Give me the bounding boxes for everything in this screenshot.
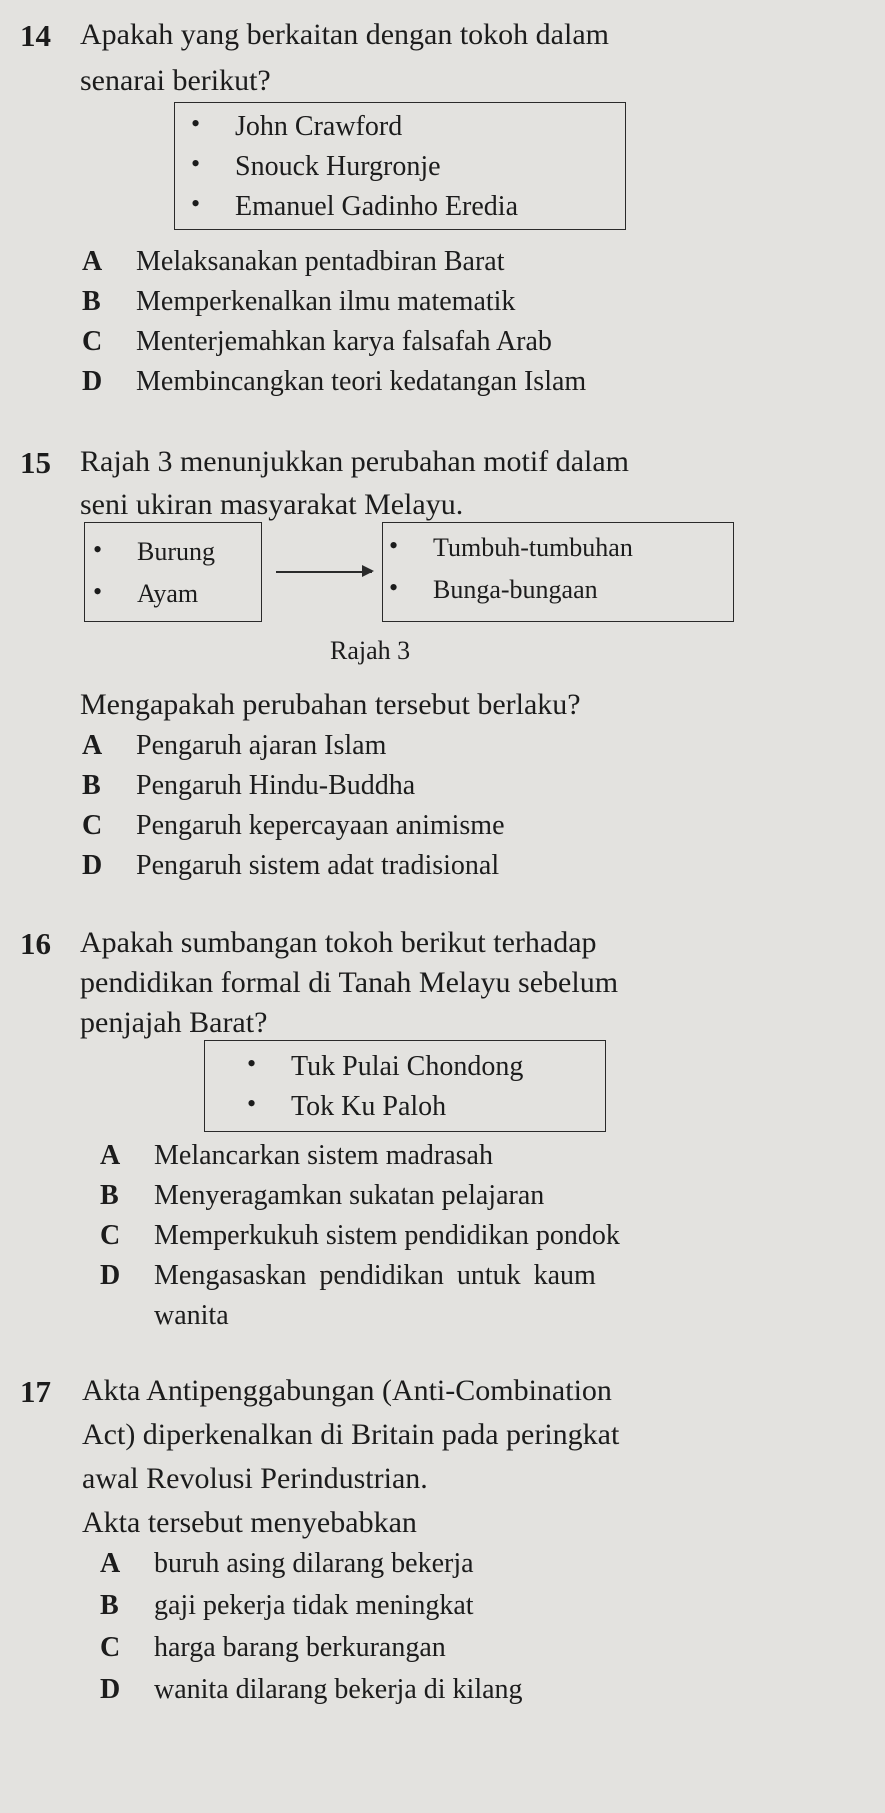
option-letter: A: [100, 1140, 121, 1171]
box-item: • Bunga-bungaan: [433, 575, 598, 605]
question-number: 16: [20, 926, 51, 961]
motif-after-box: [382, 522, 734, 622]
option-letter: D: [100, 1674, 121, 1705]
option-letter: D: [82, 850, 103, 881]
option-c[interactable]: [82, 326, 552, 358]
option-b[interactable]: [82, 770, 415, 802]
option-text: Membincangkan teori kedatangan Islam: [136, 366, 587, 397]
names-box: [174, 102, 626, 230]
question-stem-line: Rajah 3 menunjukkan perubahan motif dalam: [80, 445, 630, 478]
option-text: Pengaruh kepercayaan animisme: [136, 810, 505, 841]
option-text: Menterjemahkan karya falsafah Arab: [136, 326, 552, 357]
option-letter: B: [100, 1590, 119, 1621]
option-letter: A: [100, 1548, 121, 1579]
option-a[interactable]: [82, 730, 386, 762]
box-item: • Emanuel Gadinho Eredia: [235, 191, 518, 223]
option-text: wanita dilarang bekerja di kilang: [154, 1674, 523, 1705]
question-stem-line: Akta Antipenggabungan (Anti-Combination: [82, 1374, 612, 1407]
option-letter: B: [82, 770, 101, 801]
right-arrow-icon: [276, 571, 372, 573]
option-letter: C: [100, 1632, 121, 1663]
option-d[interactable]: [100, 1260, 596, 1292]
question-stem-line: Akta tersebut menyebabkan: [82, 1506, 417, 1539]
option-text: Melaksanakan pentadbiran Barat: [136, 246, 505, 277]
question-stem-line: pendidikan formal di Tanah Melayu sebelum: [80, 966, 619, 999]
option-text: harga barang berkurangan: [154, 1632, 446, 1663]
option-d[interactable]: [82, 850, 499, 882]
figure-caption: Rajah 3: [330, 636, 411, 665]
option-letter: C: [82, 326, 103, 357]
question-stem-line: penjajah Barat?: [80, 1006, 268, 1039]
option-letter: C: [100, 1220, 121, 1251]
option-letter: B: [100, 1180, 119, 1211]
box-item: • Tok Ku Paloh: [291, 1091, 446, 1123]
question-stem-line: seni ukiran masyarakat Melayu.: [80, 488, 464, 521]
option-b[interactable]: [82, 286, 515, 318]
option-b[interactable]: [100, 1180, 544, 1212]
option-text: Pengaruh Hindu-Buddha: [136, 770, 416, 801]
box-item: • Snouck Hurgronje: [235, 151, 441, 183]
question-stem-line: senarai berikut?: [80, 64, 271, 97]
box-item: • Tuk Pulai Chondong: [291, 1051, 523, 1083]
option-letter: C: [82, 810, 103, 841]
option-d[interactable]: [100, 1674, 523, 1706]
option-a[interactable]: [100, 1548, 474, 1580]
option-a[interactable]: [100, 1140, 493, 1172]
option-text: Pengaruh sistem adat tradisional: [136, 850, 500, 881]
option-letter: B: [82, 286, 101, 317]
option-text: Memperkukuh sistem pendidikan pondok: [154, 1220, 620, 1251]
question-number: 15: [20, 445, 51, 480]
option-text: Mengasaskan pendidikan untuk kaum: [154, 1260, 596, 1291]
option-letter: D: [82, 366, 103, 397]
question-number: 17: [20, 1374, 51, 1409]
figures-box: [204, 1040, 606, 1132]
box-item: • Ayam: [137, 579, 198, 609]
question-text: Mengapakah perubahan tersebut berlaku?: [80, 688, 581, 721]
box-item: • John Crawford: [235, 111, 402, 143]
option-text: Pengaruh ajaran Islam: [136, 730, 387, 761]
option-c[interactable]: [82, 810, 505, 842]
option-text: Melancarkan sistem madrasah: [154, 1140, 493, 1171]
option-text: gaji pekerja tidak meningkat: [154, 1590, 474, 1621]
option-letter: D: [100, 1260, 121, 1291]
motif-before-box: [84, 522, 262, 622]
option-letter: A: [82, 730, 103, 761]
option-text: Menyeragamkan sukatan pelajaran: [154, 1180, 545, 1211]
question-stem-line: awal Revolusi Perindustrian.: [82, 1462, 428, 1495]
option-a[interactable]: [82, 246, 505, 278]
option-d-continuation: wanita: [154, 1300, 229, 1331]
box-item: • Tumbuh-tumbuhan: [433, 533, 633, 563]
question-stem-line: Apakah yang berkaitan dengan tokoh dalam: [80, 18, 609, 51]
option-d[interactable]: [82, 366, 586, 398]
option-c[interactable]: [100, 1220, 620, 1252]
question-stem-line: Act) diperkenalkan di Britain pada peringkat: [82, 1418, 620, 1451]
option-text: Memperkenalkan ilmu matematik: [136, 286, 516, 317]
box-item: • Burung: [137, 537, 215, 567]
option-letter: A: [82, 246, 103, 277]
question-stem-line: Apakah sumbangan tokoh berikut terhadap: [80, 926, 597, 959]
option-b[interactable]: [100, 1590, 474, 1622]
question-number: 14: [20, 18, 51, 53]
option-c[interactable]: [100, 1632, 446, 1664]
option-text: buruh asing dilarang bekerja: [154, 1548, 474, 1579]
